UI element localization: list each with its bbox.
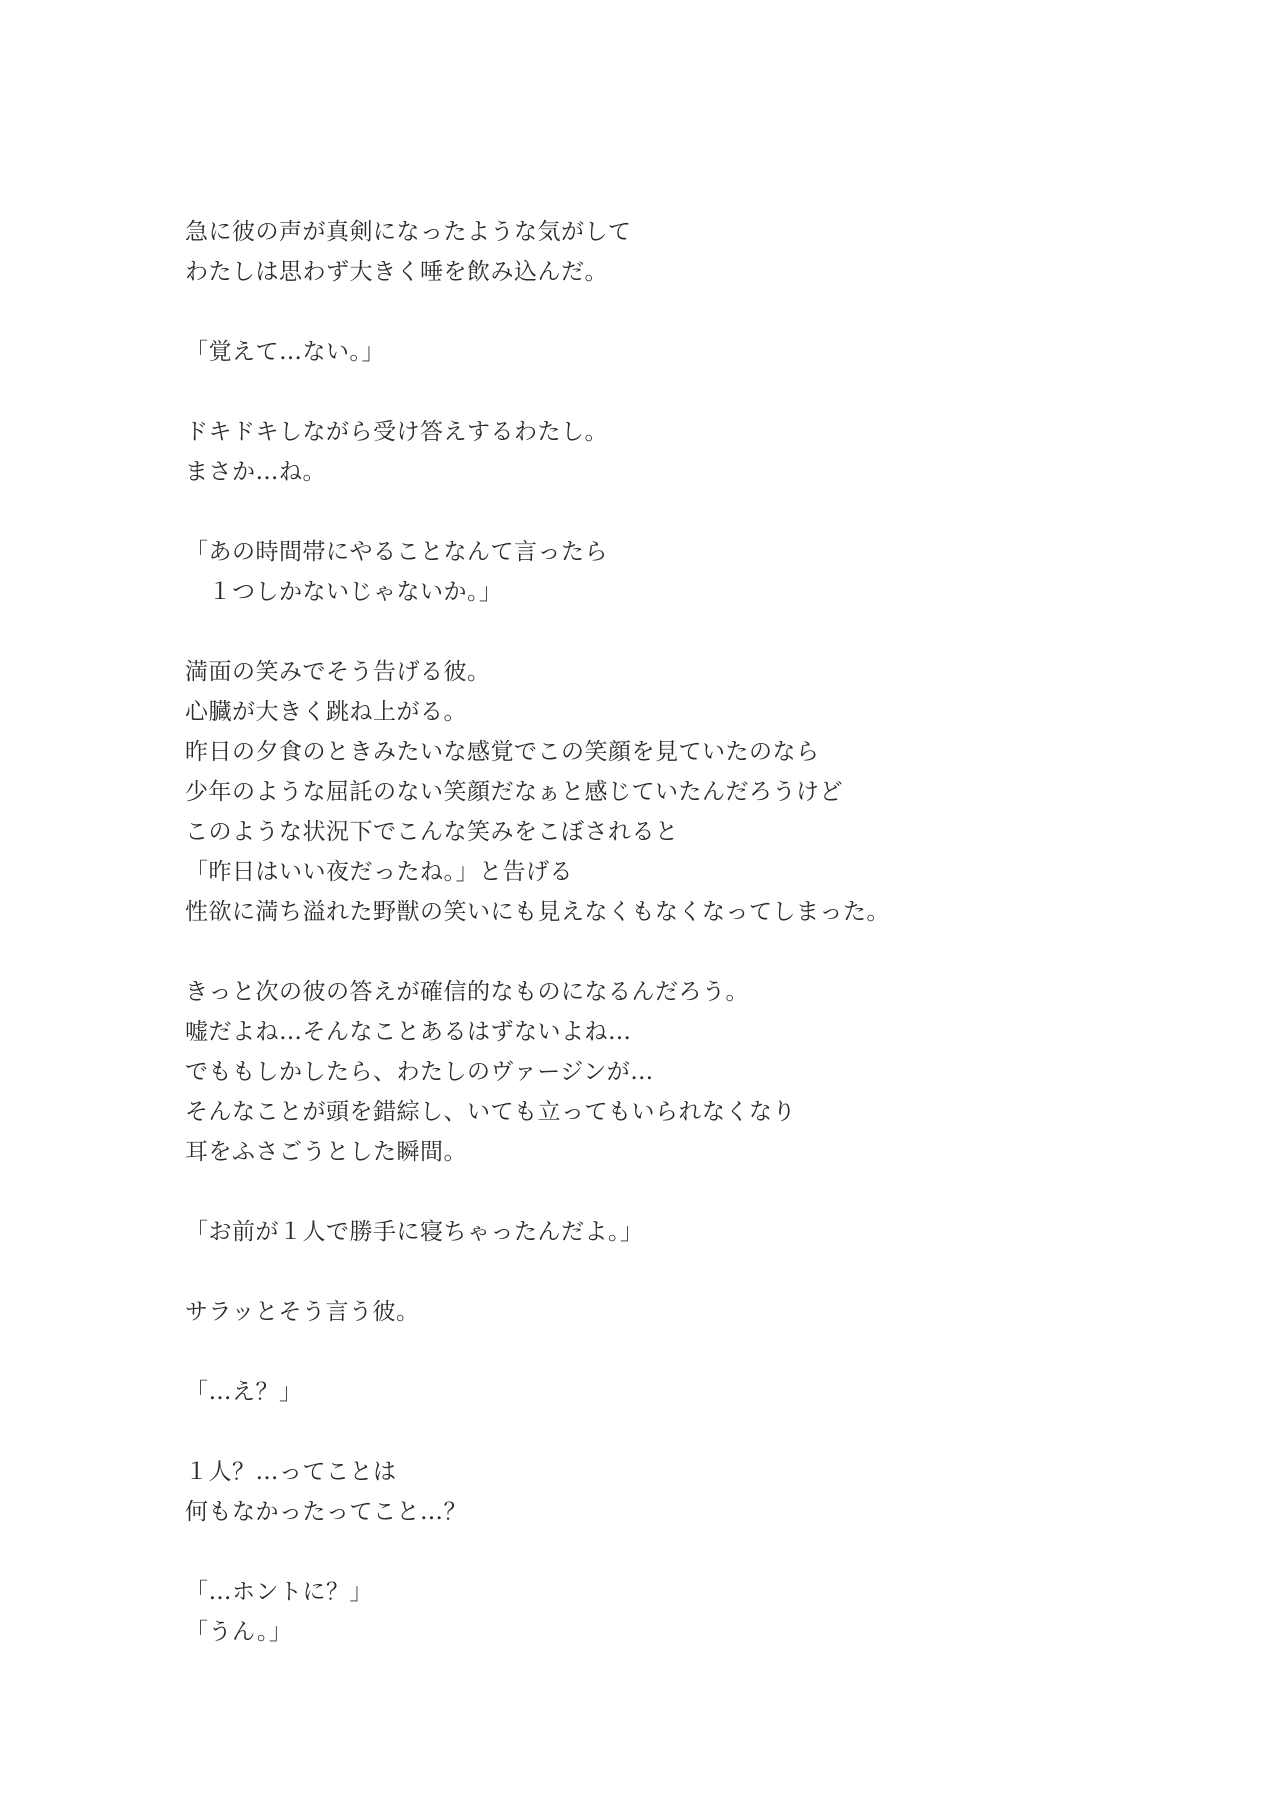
text-line: 「昨日はいい夜だったね。」と告げる [185,859,573,885]
blank-line [185,372,1185,412]
text-line: 耳をふさごうとした瞬間。 [185,1139,467,1165]
text-line: 心臓が大きく跳ね上がる。 [185,699,467,725]
text-line: 満面の笑みでそう告げる彼。 [185,659,491,685]
text-line: このような状況下でこんな笑みをこぼされると [185,819,679,845]
blank-line [185,1252,1185,1292]
blank-line [185,932,1185,972]
text-line: 「あの時間帯にやることなんて言ったら [185,539,608,565]
text-line: そんなことが頭を錯綜し、いても立ってもいられなくなり [185,1099,796,1125]
blank-line [185,1532,1185,1572]
text-line: 急に彼の声が真剣になったような気がして [185,219,632,245]
text-line: でももしかしたら、わたしのヴァージンが… [185,1059,654,1085]
text-line: 「…え？」 [185,1379,303,1405]
text-line: 少年のような屈託のない笑顔だなぁと感じていたんだろうけど [185,779,843,805]
text-line: 「…ホントに？」 [185,1579,373,1605]
text-line: 何もなかったってこと…？ [185,1499,467,1525]
text-line: １人？…ってことは [185,1459,397,1485]
text-line: 「うん。」 [185,1619,293,1645]
text-line: １つしかないじゃないか。」 [185,579,503,605]
blank-line [185,1332,1185,1372]
text-line: 昨日の夕食のときみたいな感覚でこの笑顔を見ていたのなら [185,739,820,765]
blank-line [185,1172,1185,1212]
blank-line [185,1412,1185,1452]
blank-line [185,492,1185,532]
text-line: 性欲に満ち溢れた野獣の笑いにも見えなくもなくなってしまった。 [185,899,890,925]
blank-line [185,292,1185,332]
text-line: サラッとそう言う彼。 [185,1299,420,1325]
text-line: 「お前が１人で勝手に寝ちゃったんだよ。」 [185,1219,644,1245]
text-line: きっと次の彼の答えが確信的なものになるんだろう。 [185,979,749,1005]
body-text [185,212,1185,1652]
text-line: 「覚えて…ない。」 [185,339,385,365]
blank-line [185,612,1185,652]
text-line: まさか…ね。 [185,459,326,485]
text-line: ドキドキしながら受け答えするわたし。 [185,419,608,445]
text-line: わたしは思わず大きく唾を飲み込んだ。 [185,259,608,285]
text-line: 嘘だよね…そんなことあるはずないよね… [185,1019,632,1045]
